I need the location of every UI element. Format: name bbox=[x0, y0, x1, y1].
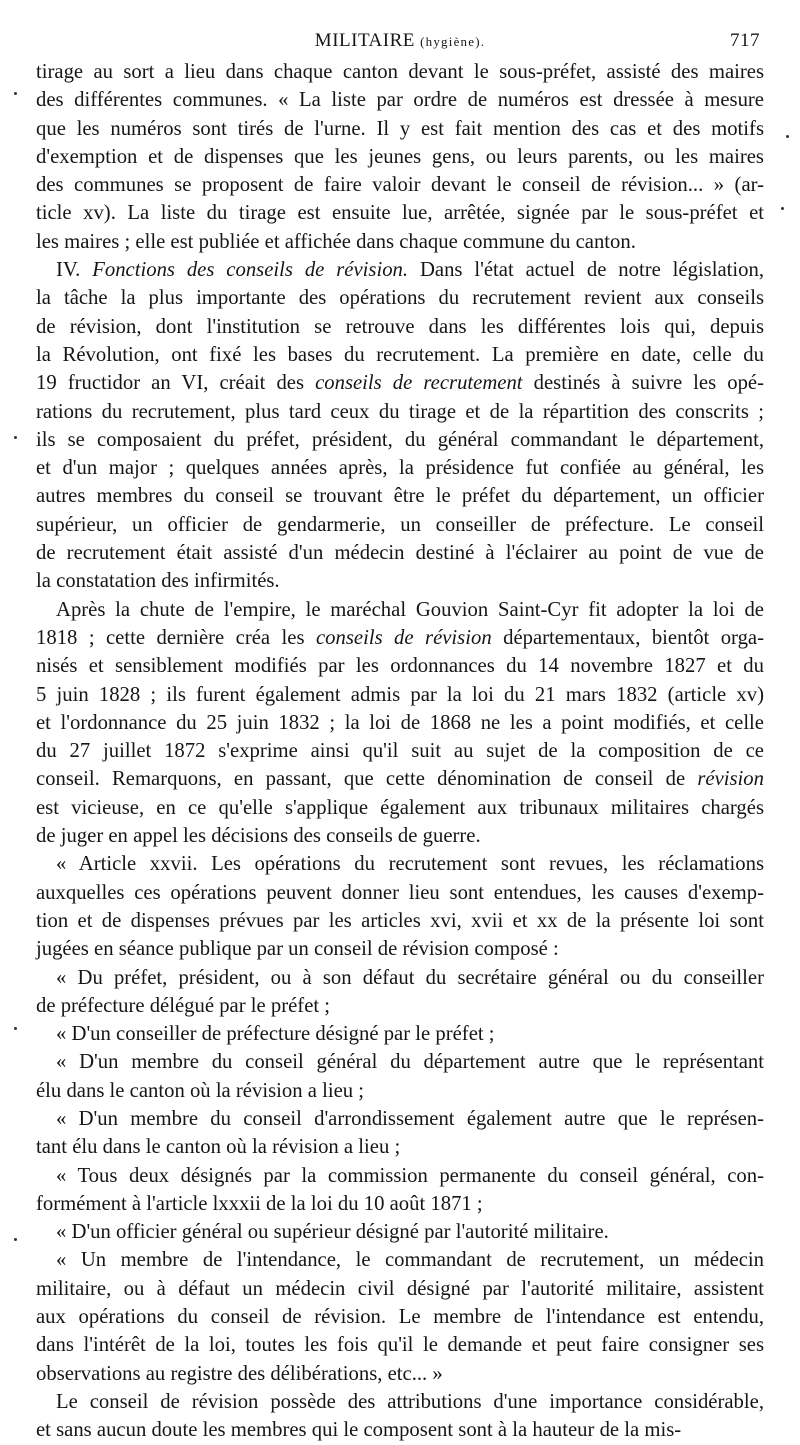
text-line bbox=[36, 765, 764, 793]
text-run: auxquelles ces opérations peuvent donner lieu sont entendues, les causes d'exemp- bbox=[36, 881, 764, 904]
text-run: « Tous deux désignés par la commission permanente du conseil général, con- bbox=[56, 1164, 764, 1187]
text-line bbox=[36, 199, 764, 227]
text-run: départementaux, bientôt orga- bbox=[491, 626, 764, 649]
scan-speck bbox=[14, 92, 17, 95]
text-run: formément à l'article lxxxii de la loi du 10 août 1871 ; bbox=[36, 1192, 483, 1215]
scan-speck bbox=[781, 207, 784, 210]
paragraph bbox=[36, 1388, 764, 1445]
body-text bbox=[36, 58, 764, 1445]
text-run: et sans aucun doute les membres qui le composent sont à la hauteur de la mis- bbox=[36, 1419, 682, 1442]
text-run: « Un membre de l'intendance, le commandant de recrutement, un médecin bbox=[56, 1249, 764, 1272]
text-run: de révision, dont l'institution se retrouve dans les différentes lois qui, depuis bbox=[36, 315, 764, 338]
text-run: de préfecture délégué par le préfet ; bbox=[36, 994, 331, 1017]
text-line bbox=[36, 426, 764, 454]
scan-speck bbox=[14, 1238, 17, 1241]
text-run: « Du préfet, président, ou à son défaut du secrétaire général ou du conseiller bbox=[56, 966, 764, 989]
paragraph bbox=[36, 1246, 764, 1387]
text-run: « D'un membre du conseil d'arrondissement également autre que le représen- bbox=[56, 1107, 764, 1130]
text-line bbox=[36, 737, 764, 765]
text-run: rations du recrutement, plus tard ceux du tirage et de la répartition des conscrits ; bbox=[36, 400, 764, 423]
italic-term: conseils de recrutement bbox=[315, 372, 523, 395]
text-run: nisés et sensiblement modifiés par les ordonnances du 14 novembre 1827 et du bbox=[36, 655, 764, 678]
running-head-title-block bbox=[36, 30, 764, 52]
text-run: jugées en séance publique par un conseil de révision composé : bbox=[36, 938, 559, 961]
text-line bbox=[36, 58, 764, 86]
paragraph bbox=[36, 1218, 764, 1246]
scan-speck bbox=[14, 436, 17, 439]
text-run: tant élu dans le canton où la révision a lieu ; bbox=[36, 1136, 401, 1159]
text-run: 5 juin 1828 ; ils furent également admis par la loi du 21 mars 1832 (article xv) bbox=[36, 683, 764, 706]
paragraph bbox=[36, 596, 764, 851]
text-line bbox=[36, 1388, 764, 1416]
text-run: aux opérations du conseil de révision. Le membre de l'intendance est entendu, bbox=[36, 1306, 764, 1329]
text-line bbox=[36, 794, 764, 822]
text-line bbox=[36, 1246, 764, 1274]
text-run: de recrutement était assisté d'un médecin destiné à l'éclairer au point de vue de bbox=[36, 542, 764, 565]
text-run: « D'un officier général ou supérieur désigné par l'autorité militaire. bbox=[56, 1221, 609, 1244]
text-run: ticle xv). La liste du tirage est ensuite lue, arrêtée, signée par le sous-préfet et bbox=[36, 202, 764, 225]
text-run: la tâche la plus importante des opérations du recrutement revient aux conseils bbox=[36, 287, 764, 310]
text-line bbox=[36, 1048, 764, 1076]
text-line bbox=[36, 86, 764, 114]
text-line bbox=[36, 1218, 764, 1246]
text-run: militaire, ou à défaut un médecin civil désigné par l'autorité militaire, assistent bbox=[36, 1277, 764, 1300]
italic-term: conseils de révision bbox=[315, 626, 492, 649]
text-run: d'exemption et de dispenses que les jeunes gens, ou leurs parents, ou les maires bbox=[36, 145, 764, 168]
text-run: destinés à suivre les opé- bbox=[522, 372, 764, 395]
text-line bbox=[36, 596, 764, 624]
text-run: élu dans le canton où la révision a lieu ; bbox=[36, 1079, 365, 1102]
text-run: Le conseil de révision possède des attributions d'une importance considérable, bbox=[56, 1390, 764, 1413]
running-head-title: MILITAIRE bbox=[314, 30, 415, 51]
text-line bbox=[36, 539, 764, 567]
text-run: 1818 ; cette dernière créa les bbox=[36, 626, 316, 649]
paragraph bbox=[36, 1105, 764, 1162]
text-line bbox=[36, 1190, 764, 1218]
text-run: observations au registre des délibérations, etc... » bbox=[36, 1362, 443, 1385]
section-number: IV. bbox=[56, 259, 93, 282]
text-line bbox=[36, 935, 764, 963]
text-run: la constatation des infirmités. bbox=[36, 570, 280, 593]
italic-term: révision bbox=[697, 768, 764, 791]
text-line bbox=[36, 1303, 764, 1331]
text-line bbox=[36, 1105, 764, 1133]
text-run: supérieur, un officier de gendarmerie, un conseiller de préfecture. Le conseil bbox=[36, 513, 764, 536]
text-run: des communes se proposent de faire valoir devant le conseil de révision... » (ar- bbox=[36, 174, 764, 197]
text-line bbox=[36, 879, 764, 907]
text-line bbox=[36, 850, 764, 878]
text-line bbox=[36, 1020, 764, 1048]
paragraph bbox=[36, 256, 764, 596]
text-run: est vicieuse, en ce qu'elle s'applique également aux tribunaux militaires chargés bbox=[36, 796, 764, 819]
text-line bbox=[36, 313, 764, 341]
running-head bbox=[36, 26, 764, 58]
text-line bbox=[36, 992, 764, 1020]
text-line bbox=[36, 681, 764, 709]
text-line bbox=[36, 228, 764, 256]
text-line bbox=[36, 341, 764, 369]
running-head-subtitle: (hygiène). bbox=[420, 34, 486, 49]
text-run: Dans l'état actuel de notre législation, bbox=[419, 259, 765, 282]
text-run: « D'un membre du conseil général du département autre que le représentant bbox=[56, 1051, 764, 1074]
section-heading: Fonctions des conseils de révision. bbox=[92, 259, 409, 282]
text-line bbox=[36, 256, 764, 284]
text-line bbox=[36, 1133, 764, 1161]
paragraph bbox=[36, 964, 764, 1021]
text-line bbox=[36, 709, 764, 737]
text-line bbox=[36, 482, 764, 510]
text-line bbox=[36, 567, 764, 595]
text-run: tirage au sort a lieu dans chaque canton devant le sous-préfet, assisté des maires bbox=[36, 61, 764, 83]
text-run: et d'un major ; quelques années après, la présidence fut confiée au général, les bbox=[36, 457, 764, 480]
text-line bbox=[36, 454, 764, 482]
text-line bbox=[36, 822, 764, 850]
text-line bbox=[36, 1360, 764, 1388]
text-line bbox=[36, 369, 764, 397]
text-run: tion et de dispenses prévues par les articles xvi, xvii et xx de la présente loi sont bbox=[36, 909, 764, 932]
text-line bbox=[36, 511, 764, 539]
text-line bbox=[36, 1416, 764, 1444]
paragraph bbox=[36, 1048, 764, 1105]
text-run: que les numéros sont tirés de l'urne. Il y est fait mention des cas et des motifs bbox=[36, 117, 764, 140]
text-run: « Article xxvii. Les opérations du recrutement sont revues, les réclamations bbox=[56, 853, 764, 876]
text-line bbox=[36, 907, 764, 935]
text-run: conseil. Remarquons, en passant, que cette dénomination de conseil de bbox=[36, 768, 698, 791]
text-run: autres membres du conseil se trouvant être le préfet du département, un officier bbox=[36, 485, 764, 508]
text-run: « D'un conseiller de préfecture désigné par le préfet ; bbox=[56, 1023, 495, 1046]
text-run: les maires ; elle est publiée et affichée dans chaque commune du canton. bbox=[36, 230, 636, 253]
text-line bbox=[36, 171, 764, 199]
scan-speck bbox=[14, 1027, 17, 1030]
paragraph bbox=[36, 1162, 764, 1219]
text-run: du 27 juillet 1872 s'exprime ainsi qu'il suit au sujet de la composition de ce bbox=[36, 740, 764, 763]
text-line bbox=[36, 115, 764, 143]
text-line bbox=[36, 398, 764, 426]
paragraph bbox=[36, 850, 764, 963]
text-run: ils se composaient du préfet, président, du général commandant le département, bbox=[36, 428, 764, 451]
text-line bbox=[36, 964, 764, 992]
text-line bbox=[36, 1162, 764, 1190]
text-line bbox=[36, 1077, 764, 1105]
text-line bbox=[36, 652, 764, 680]
text-line bbox=[36, 624, 764, 652]
text-run: des différentes communes. « La liste par ordre de numéros est dressée à mesure bbox=[36, 89, 764, 112]
text-line bbox=[36, 284, 764, 312]
text-run: et l'ordonnance du 25 juin 1832 ; la loi de 1868 ne les a point modifiés, et celle bbox=[36, 711, 764, 734]
paragraph bbox=[36, 58, 764, 256]
text-line bbox=[36, 1331, 764, 1359]
text-run: 19 fructidor an VI, créait des bbox=[36, 372, 316, 395]
page-number: 717 bbox=[730, 30, 760, 51]
paragraph bbox=[36, 1020, 764, 1048]
text-run: de juger en appel les décisions des conseils de guerre. bbox=[36, 825, 481, 848]
text-run: dans l'intérêt de la loi, toutes les fois qu'il le demande et peut faire consigner ses bbox=[36, 1334, 764, 1357]
text-line bbox=[36, 143, 764, 171]
text-run: Après la chute de l'empire, le maréchal Gouvion Saint-Cyr fit adopter la loi de bbox=[56, 598, 764, 621]
scan-speck bbox=[786, 135, 789, 138]
text-line bbox=[36, 1275, 764, 1303]
text-run: la Révolution, ont fixé les bases du recrutement. La première en date, celle du bbox=[36, 343, 764, 366]
